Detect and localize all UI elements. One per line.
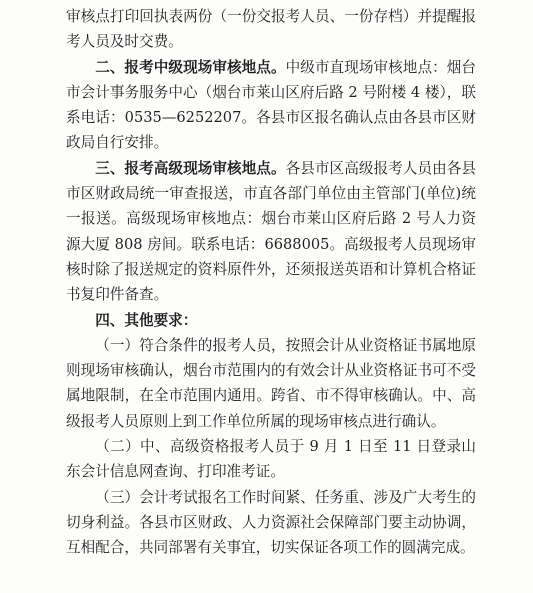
paragraph-text: （二）中、高级资格报考人员于 9 月 1 日至 11 日登录山东会计信息网查询、打印准考证。	[66, 438, 476, 481]
paragraph-text: （三）会计考试报名工作时间紧、任务重、涉及广大考生的切身利益。各县市区财政、人力资源社会保障部门要主动协调，互相配合，共同部署有关事宜，切实保证各项工作的圆满完成。	[66, 488, 476, 557]
paragraph-text: （一）符合条件的报考人员，按照会计从业资格证书属地原则现场审核确认，烟台市范围内的有效会计从业资格证书可不受属地限制，在全市范围内通用。跨省、市不得审核确认。中、高级报考人员原则上到工作单位所属的现场审核点进行确认。	[66, 336, 476, 430]
paragraph-requirement-3	[66, 485, 476, 561]
paragraph-requirement-2	[66, 434, 476, 485]
paragraph-senior-review-location	[66, 156, 476, 308]
paragraph-requirement-1	[66, 333, 476, 434]
section-heading-intermediate: 二、报考中级现场审核地点。	[95, 58, 286, 76]
section-heading-other-requirements: 四、其他要求：	[95, 311, 198, 329]
paragraph-other-requirements-heading	[66, 308, 476, 333]
paragraph-intermediate-review-location	[66, 55, 476, 156]
paragraph-receipt-continuation	[66, 4, 476, 55]
paragraph-text: 审核点打印回执表两份（一份交报考人员、一份存档）并提醒报考人员及时交费。	[66, 8, 476, 51]
paragraph-text: 中级市直现场审核地点：烟台市会计事务服务中心（烟台市莱山区府后路 2 号附楼 4 楼），联系电话：0535—6252207。各县市区报名确认点由各县市区财政局自行安排。	[66, 58, 476, 152]
paragraph-text: 各县市区高级报考人员由各县市区财政局统一审查报送，市直各部门单位由主管部门(单位)统一报送。高级现场审核地点：烟台市莱山区府后路 2 号人力资源大厦 808 房间。联系电话：6688005。高级报考人员现场审核时除了报送规定的资料原件外，还须报送英语和计算机合格证书复印件备查。	[66, 159, 476, 304]
section-heading-senior: 三、报考高级现场审核地点。	[95, 159, 286, 177]
